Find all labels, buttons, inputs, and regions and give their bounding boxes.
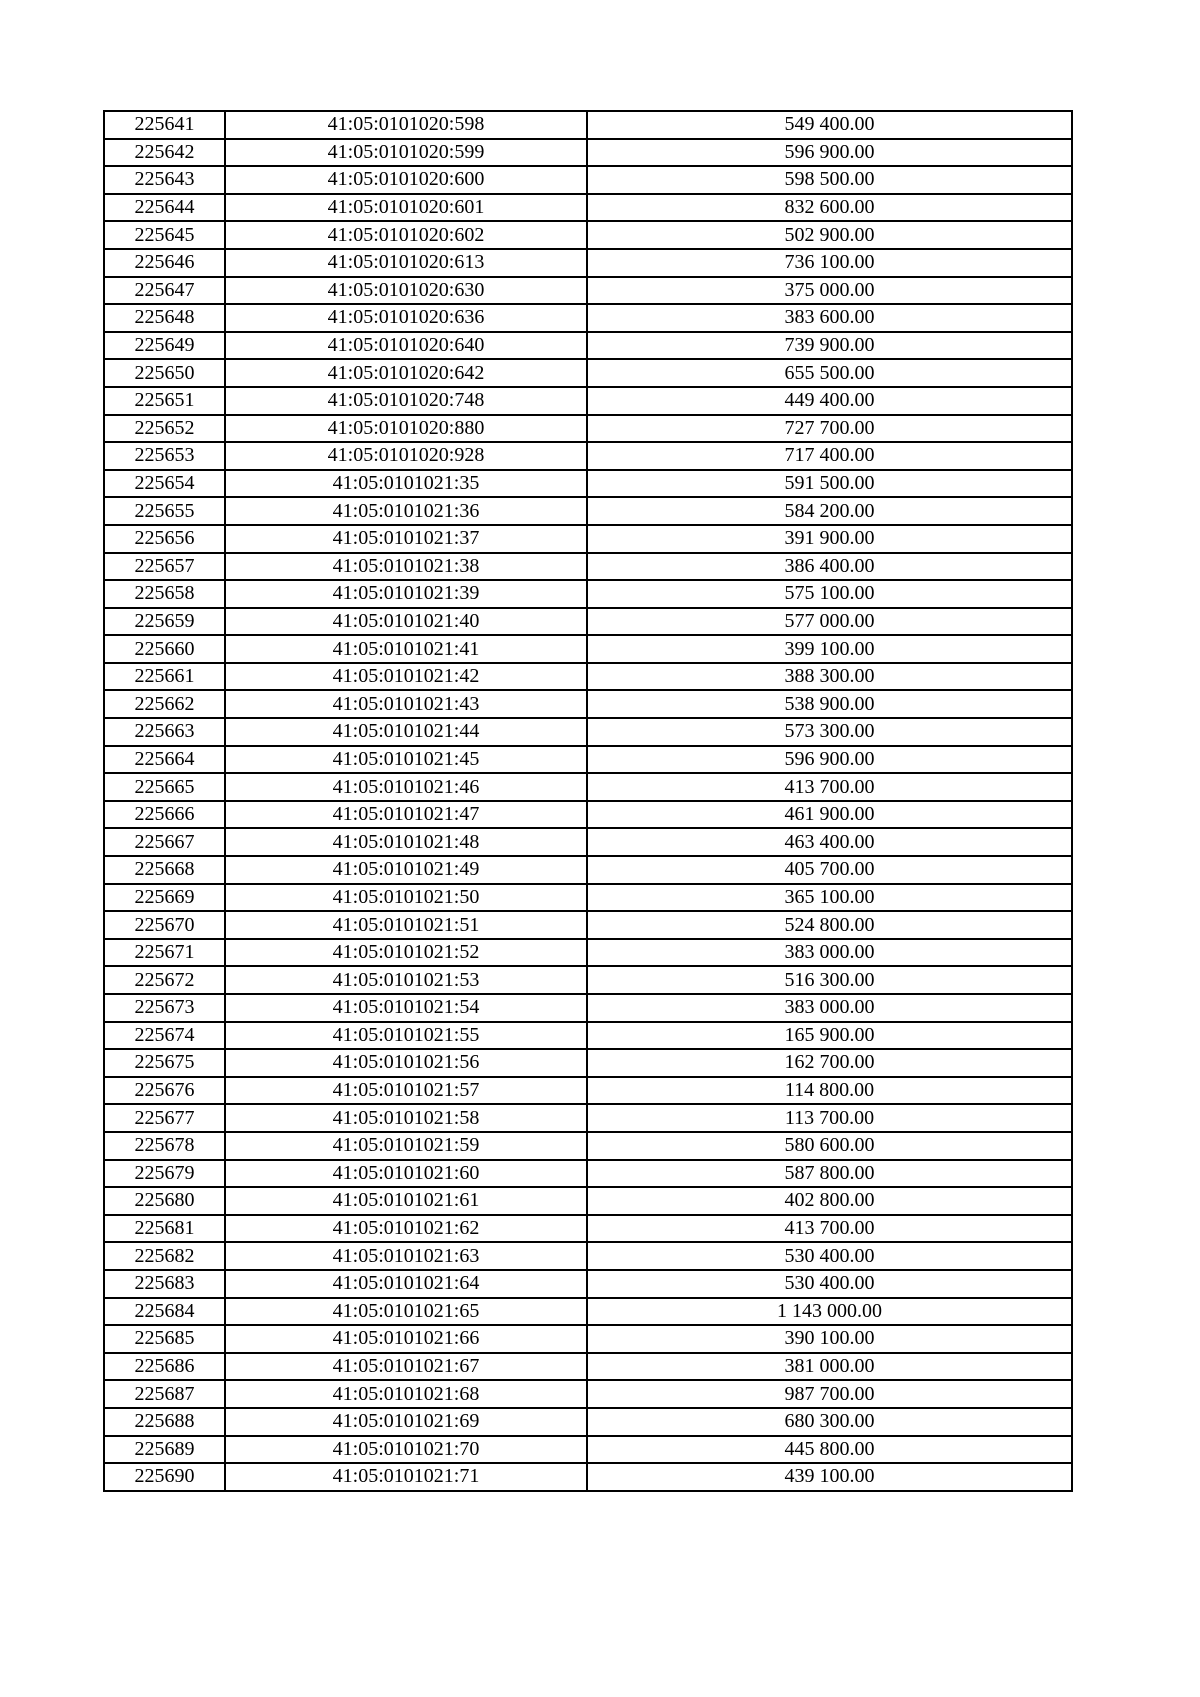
- table-row: [104, 1298, 1072, 1326]
- cadastral-number-cell: 41:05:0101021:70: [225, 1436, 587, 1464]
- cadastral-value-cell: 591 500.00: [587, 470, 1072, 498]
- row-number-cell: 225671: [104, 939, 225, 967]
- table-row: [104, 1160, 1072, 1188]
- cadastral-value-cell: 524 800.00: [587, 911, 1072, 939]
- cadastral-value-cell: 461 900.00: [587, 801, 1072, 829]
- table-row: [104, 497, 1072, 525]
- cadastral-number-cell: 41:05:0101021:40: [225, 608, 587, 636]
- cadastral-value-cell: 573 300.00: [587, 718, 1072, 746]
- cadastral-value-cell: 832 600.00: [587, 194, 1072, 222]
- row-number-cell: 225665: [104, 773, 225, 801]
- cadastral-value-cell: 439 100.00: [587, 1463, 1072, 1491]
- table-row: [104, 1132, 1072, 1160]
- cadastral-value-cell: 383 000.00: [587, 939, 1072, 967]
- cadastral-value-cell: 388 300.00: [587, 663, 1072, 691]
- cadastral-value-cell: 502 900.00: [587, 221, 1072, 249]
- table-row: [104, 166, 1072, 194]
- cadastral-number-cell: 41:05:0101021:65: [225, 1298, 587, 1326]
- cadastral-number-cell: 41:05:0101021:51: [225, 911, 587, 939]
- table-row: [104, 773, 1072, 801]
- cadastral-number-cell: 41:05:0101020:602: [225, 221, 587, 249]
- cadastral-value-cell: 1 143 000.00: [587, 1298, 1072, 1326]
- row-number-cell: 225672: [104, 966, 225, 994]
- table-row: [104, 1049, 1072, 1077]
- cadastral-value-table: [103, 110, 1073, 1492]
- row-number-cell: 225687: [104, 1380, 225, 1408]
- table-row: [104, 856, 1072, 884]
- cadastral-number-cell: 41:05:0101021:67: [225, 1353, 587, 1381]
- table-row: [104, 525, 1072, 553]
- cadastral-value-cell: 739 900.00: [587, 332, 1072, 360]
- cadastral-number-cell: 41:05:0101021:57: [225, 1077, 587, 1105]
- row-number-cell: 225683: [104, 1270, 225, 1298]
- cadastral-number-cell: 41:05:0101021:66: [225, 1325, 587, 1353]
- row-number-cell: 225645: [104, 221, 225, 249]
- table-body: [104, 111, 1072, 1491]
- row-number-cell: 225648: [104, 304, 225, 332]
- row-number-cell: 225657: [104, 553, 225, 581]
- row-number-cell: 225653: [104, 442, 225, 470]
- row-number-cell: 225686: [104, 1353, 225, 1381]
- table-row: [104, 1242, 1072, 1270]
- row-number-cell: 225684: [104, 1298, 225, 1326]
- row-number-cell: 225659: [104, 608, 225, 636]
- cadastral-value-cell: 383 600.00: [587, 304, 1072, 332]
- table-row: [104, 663, 1072, 691]
- cadastral-number-cell: 41:05:0101021:41: [225, 635, 587, 663]
- row-number-cell: 225660: [104, 635, 225, 663]
- cadastral-value-cell: 445 800.00: [587, 1436, 1072, 1464]
- cadastral-number-cell: 41:05:0101021:50: [225, 884, 587, 912]
- table-row: [104, 1022, 1072, 1050]
- cadastral-number-cell: 41:05:0101021:60: [225, 1160, 587, 1188]
- table-row: [104, 1463, 1072, 1491]
- cadastral-value-cell: 727 700.00: [587, 415, 1072, 443]
- row-number-cell: 225678: [104, 1132, 225, 1160]
- cadastral-value-cell: 577 000.00: [587, 608, 1072, 636]
- cadastral-number-cell: 41:05:0101021:42: [225, 663, 587, 691]
- row-number-cell: 225651: [104, 387, 225, 415]
- cadastral-value-cell: 575 100.00: [587, 580, 1072, 608]
- table-row: [104, 911, 1072, 939]
- row-number-cell: 225650: [104, 359, 225, 387]
- table-row: [104, 470, 1072, 498]
- table-row: [104, 1187, 1072, 1215]
- table-row: [104, 1270, 1072, 1298]
- row-number-cell: 225667: [104, 828, 225, 856]
- cadastral-number-cell: 41:05:0101021:38: [225, 553, 587, 581]
- cadastral-value-cell: 114 800.00: [587, 1077, 1072, 1105]
- cadastral-value-cell: 390 100.00: [587, 1325, 1072, 1353]
- cadastral-value-cell: 375 000.00: [587, 277, 1072, 305]
- cadastral-number-cell: 41:05:0101021:44: [225, 718, 587, 746]
- cadastral-value-cell: 365 100.00: [587, 884, 1072, 912]
- table-row: [104, 332, 1072, 360]
- table-row: [104, 1104, 1072, 1132]
- cadastral-number-cell: 41:05:0101021:64: [225, 1270, 587, 1298]
- cadastral-value-cell: 402 800.00: [587, 1187, 1072, 1215]
- table-row: [104, 580, 1072, 608]
- cadastral-value-cell: 987 700.00: [587, 1380, 1072, 1408]
- row-number-cell: 225663: [104, 718, 225, 746]
- cadastral-number-cell: 41:05:0101021:71: [225, 1463, 587, 1491]
- cadastral-number-cell: 41:05:0101021:55: [225, 1022, 587, 1050]
- cadastral-value-cell: 449 400.00: [587, 387, 1072, 415]
- table-row: [104, 746, 1072, 774]
- table-row: [104, 415, 1072, 443]
- cadastral-value-cell: 598 500.00: [587, 166, 1072, 194]
- table-row: [104, 635, 1072, 663]
- table-row: [104, 1380, 1072, 1408]
- row-number-cell: 225677: [104, 1104, 225, 1132]
- cadastral-number-cell: 41:05:0101020:640: [225, 332, 587, 360]
- cadastral-number-cell: 41:05:0101021:46: [225, 773, 587, 801]
- table-row: [104, 277, 1072, 305]
- cadastral-number-cell: 41:05:0101021:47: [225, 801, 587, 829]
- cadastral-value-cell: 413 700.00: [587, 773, 1072, 801]
- cadastral-value-cell: 717 400.00: [587, 442, 1072, 470]
- cadastral-value-cell: 405 700.00: [587, 856, 1072, 884]
- row-number-cell: 225689: [104, 1436, 225, 1464]
- table-row: [104, 1215, 1072, 1243]
- cadastral-value-cell: 381 000.00: [587, 1353, 1072, 1381]
- cadastral-number-cell: 41:05:0101021:56: [225, 1049, 587, 1077]
- table-row: [104, 690, 1072, 718]
- row-number-cell: 225658: [104, 580, 225, 608]
- row-number-cell: 225654: [104, 470, 225, 498]
- cadastral-value-cell: 584 200.00: [587, 497, 1072, 525]
- row-number-cell: 225646: [104, 249, 225, 277]
- cadastral-value-cell: 587 800.00: [587, 1160, 1072, 1188]
- cadastral-value-cell: 549 400.00: [587, 111, 1072, 139]
- table-row: [104, 608, 1072, 636]
- table-row: [104, 939, 1072, 967]
- row-number-cell: 225681: [104, 1215, 225, 1243]
- row-number-cell: 225647: [104, 277, 225, 305]
- row-number-cell: 225642: [104, 139, 225, 167]
- table-row: [104, 387, 1072, 415]
- cadastral-number-cell: 41:05:0101021:43: [225, 690, 587, 718]
- table-row: [104, 994, 1072, 1022]
- cadastral-value-cell: 655 500.00: [587, 359, 1072, 387]
- cadastral-number-cell: 41:05:0101020:928: [225, 442, 587, 470]
- cadastral-number-cell: 41:05:0101020:598: [225, 111, 587, 139]
- cadastral-value-cell: 596 900.00: [587, 746, 1072, 774]
- cadastral-number-cell: 41:05:0101021:58: [225, 1104, 587, 1132]
- table-row: [104, 221, 1072, 249]
- table-row: [104, 111, 1072, 139]
- row-number-cell: 225673: [104, 994, 225, 1022]
- cadastral-value-cell: 596 900.00: [587, 139, 1072, 167]
- table-row: [104, 553, 1072, 581]
- cadastral-value-cell: 386 400.00: [587, 553, 1072, 581]
- cadastral-number-cell: 41:05:0101020:630: [225, 277, 587, 305]
- row-number-cell: 225670: [104, 911, 225, 939]
- row-number-cell: 225674: [104, 1022, 225, 1050]
- cadastral-number-cell: 41:05:0101020:748: [225, 387, 587, 415]
- row-number-cell: 225641: [104, 111, 225, 139]
- row-number-cell: 225644: [104, 194, 225, 222]
- cadastral-number-cell: 41:05:0101021:61: [225, 1187, 587, 1215]
- row-number-cell: 225662: [104, 690, 225, 718]
- row-number-cell: 225676: [104, 1077, 225, 1105]
- cadastral-number-cell: 41:05:0101021:35: [225, 470, 587, 498]
- cadastral-number-cell: 41:05:0101021:63: [225, 1242, 587, 1270]
- table-row: [104, 1077, 1072, 1105]
- cadastral-number-cell: 41:05:0101020:642: [225, 359, 587, 387]
- cadastral-number-cell: 41:05:0101021:37: [225, 525, 587, 553]
- cadastral-number-cell: 41:05:0101021:53: [225, 966, 587, 994]
- cadastral-value-cell: 680 300.00: [587, 1408, 1072, 1436]
- row-number-cell: 225661: [104, 663, 225, 691]
- cadastral-value-cell: 736 100.00: [587, 249, 1072, 277]
- row-number-cell: 225656: [104, 525, 225, 553]
- cadastral-value-cell: 383 000.00: [587, 994, 1072, 1022]
- cadastral-value-cell: 113 700.00: [587, 1104, 1072, 1132]
- row-number-cell: 225690: [104, 1463, 225, 1491]
- cadastral-number-cell: 41:05:0101020:600: [225, 166, 587, 194]
- table-row: [104, 139, 1072, 167]
- cadastral-value-cell: 530 400.00: [587, 1242, 1072, 1270]
- cadastral-value-cell: 391 900.00: [587, 525, 1072, 553]
- row-number-cell: 225666: [104, 801, 225, 829]
- table-row: [104, 966, 1072, 994]
- cadastral-value-cell: 530 400.00: [587, 1270, 1072, 1298]
- table-row: [104, 1436, 1072, 1464]
- table-row: [104, 1353, 1072, 1381]
- row-number-cell: 225685: [104, 1325, 225, 1353]
- cadastral-value-cell: 463 400.00: [587, 828, 1072, 856]
- table-row: [104, 194, 1072, 222]
- table-row: [104, 718, 1072, 746]
- cadastral-number-cell: 41:05:0101021:59: [225, 1132, 587, 1160]
- cadastral-number-cell: 41:05:0101021:48: [225, 828, 587, 856]
- cadastral-number-cell: 41:05:0101021:62: [225, 1215, 587, 1243]
- table-row: [104, 442, 1072, 470]
- table-row: [104, 1408, 1072, 1436]
- row-number-cell: 225668: [104, 856, 225, 884]
- cadastral-value-cell: 580 600.00: [587, 1132, 1072, 1160]
- cadastral-number-cell: 41:05:0101021:45: [225, 746, 587, 774]
- cadastral-number-cell: 41:05:0101020:880: [225, 415, 587, 443]
- cadastral-value-cell: 538 900.00: [587, 690, 1072, 718]
- cadastral-number-cell: 41:05:0101021:68: [225, 1380, 587, 1408]
- row-number-cell: 225682: [104, 1242, 225, 1270]
- table-row: [104, 359, 1072, 387]
- table-row: [104, 884, 1072, 912]
- table-row: [104, 1325, 1072, 1353]
- table-row: [104, 249, 1072, 277]
- cadastral-value-cell: 516 300.00: [587, 966, 1072, 994]
- cadastral-number-cell: 41:05:0101020:613: [225, 249, 587, 277]
- cadastral-number-cell: 41:05:0101020:601: [225, 194, 587, 222]
- row-number-cell: 225679: [104, 1160, 225, 1188]
- cadastral-number-cell: 41:05:0101020:636: [225, 304, 587, 332]
- row-number-cell: 225680: [104, 1187, 225, 1215]
- table-row: [104, 828, 1072, 856]
- cadastral-number-cell: 41:05:0101021:69: [225, 1408, 587, 1436]
- cadastral-number-cell: 41:05:0101021:36: [225, 497, 587, 525]
- cadastral-value-cell: 162 700.00: [587, 1049, 1072, 1077]
- row-number-cell: 225649: [104, 332, 225, 360]
- cadastral-value-cell: 165 900.00: [587, 1022, 1072, 1050]
- cadastral-number-cell: 41:05:0101021:39: [225, 580, 587, 608]
- cadastral-value-cell: 413 700.00: [587, 1215, 1072, 1243]
- row-number-cell: 225652: [104, 415, 225, 443]
- row-number-cell: 225655: [104, 497, 225, 525]
- cadastral-number-cell: 41:05:0101021:52: [225, 939, 587, 967]
- cadastral-number-cell: 41:05:0101020:599: [225, 139, 587, 167]
- cadastral-number-cell: 41:05:0101021:49: [225, 856, 587, 884]
- table-row: [104, 801, 1072, 829]
- cadastral-number-cell: 41:05:0101021:54: [225, 994, 587, 1022]
- row-number-cell: 225643: [104, 166, 225, 194]
- cadastral-value-cell: 399 100.00: [587, 635, 1072, 663]
- row-number-cell: 225675: [104, 1049, 225, 1077]
- table-row: [104, 304, 1072, 332]
- row-number-cell: 225688: [104, 1408, 225, 1436]
- row-number-cell: 225664: [104, 746, 225, 774]
- row-number-cell: 225669: [104, 884, 225, 912]
